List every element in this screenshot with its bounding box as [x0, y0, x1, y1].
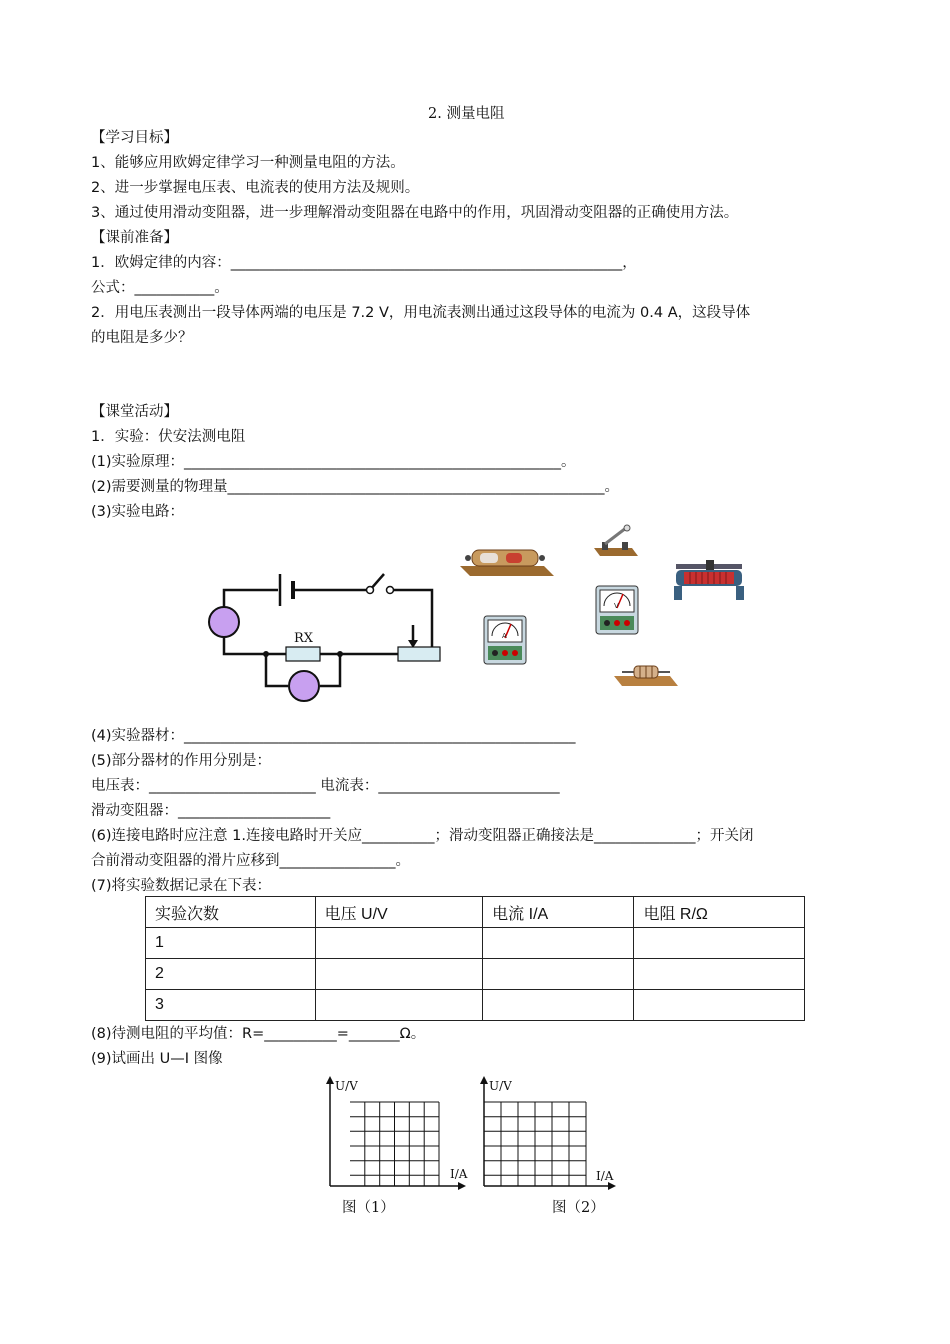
activity-heading: 【课堂活动】: [91, 404, 178, 420]
graph-2-caption: 图（2）: [552, 1200, 605, 1216]
switch-contact: [367, 587, 374, 594]
table-header-cell: 电压 U/V: [315, 897, 483, 928]
x-axis-label: I/A: [596, 1169, 614, 1183]
resistor-label: RX: [294, 631, 314, 646]
average-line: (8)待测电阻的平均值：R=__________=_______Ω。: [91, 1026, 426, 1042]
data-table: [145, 896, 805, 1021]
prep-q1-line1: 1．欧姆定律的内容：______________________________________________________，: [91, 255, 637, 271]
rheostat-box: [398, 647, 440, 661]
voltmeter-circle: [289, 671, 319, 701]
y-axis-arrow: [480, 1076, 488, 1084]
principle-line: (1)实验原理：____________________________________________________。: [91, 454, 576, 470]
y-axis-label: U/V: [335, 1079, 358, 1093]
table-header-cell: 电流 I/A: [483, 897, 634, 928]
circuit-wire: [224, 590, 278, 608]
switch-contact: [387, 587, 394, 594]
table-cell[interactable]: [483, 990, 634, 1021]
battery-box-image: [458, 544, 558, 580]
record-line: (7)将实验数据记录在下表：: [91, 878, 272, 894]
table-row: [146, 990, 805, 1021]
junction-dot: [337, 651, 343, 657]
table-cell[interactable]: [634, 928, 805, 959]
table-header-row: [146, 897, 805, 928]
circuit-label-line: (3)实验电路：: [91, 504, 185, 520]
graph-grid: [350, 1102, 439, 1186]
prep-q1-line2: 公式：___________。: [91, 280, 229, 296]
x-axis-arrow: [608, 1182, 616, 1190]
prep-heading: 【课前准备】: [91, 230, 178, 246]
quantities-line: (2)需要测量的物理量____________________________________________________。: [91, 479, 620, 495]
graph-1-caption: 图（1）: [342, 1200, 395, 1216]
table-cell[interactable]: [315, 928, 483, 959]
table-row: [146, 928, 805, 959]
notes-line1: (6)连接电路时应注意 1.连接电路时开关应__________；滑动变阻器正确接法是______________；开关闭: [91, 828, 754, 844]
graph-grid: [484, 1102, 586, 1186]
equipment-line: (4)实验器材：______________________________________________________: [91, 728, 576, 744]
table-cell: 2: [146, 959, 316, 990]
notes-line2: 合前滑动变阻器的滑片应移到________________。: [91, 853, 410, 869]
voltmeter-letter: V: [614, 602, 619, 610]
switch-image: [592, 524, 642, 560]
rheostat-role-line: 滑动变阻器：_____________________: [91, 803, 331, 819]
table-cell: 3: [146, 990, 316, 1021]
voltmeter-image: [594, 584, 640, 636]
roles-line: (5)部分器材的作用分别是：: [91, 753, 272, 769]
y-axis-arrow: [326, 1076, 334, 1084]
table-cell[interactable]: [634, 990, 805, 1021]
table-cell[interactable]: [315, 990, 483, 1021]
experiment-title: 1．实验：伏安法测电阻: [91, 429, 246, 445]
table-cell: 1: [146, 928, 316, 959]
ammeter-letter: A: [502, 632, 507, 640]
x-axis-arrow: [458, 1182, 466, 1190]
table-cell[interactable]: [483, 959, 634, 990]
table-header-cell: 电阻 R/Ω: [634, 897, 805, 928]
goals-heading: 【学习目标】: [91, 130, 178, 146]
circuit-wire: [320, 654, 340, 686]
circuit-wire: [390, 590, 432, 648]
x-axis-label: I/A: [450, 1167, 468, 1181]
graph-1: [322, 1074, 472, 1189]
circuit-wire: [266, 654, 288, 686]
resistor-rx: [286, 647, 320, 661]
table-cell[interactable]: [634, 959, 805, 990]
graph-2: [476, 1074, 626, 1189]
ammeter-image: [482, 614, 528, 666]
circuit-wire: [224, 636, 286, 654]
circuit-diagram: [208, 570, 448, 700]
page-title: 2. 测量电阻: [428, 106, 505, 122]
table-row: [146, 959, 805, 990]
goal-item: 2、进一步掌握电压表、电流表的使用方法及规则。: [91, 180, 420, 196]
rheostat-image: [670, 560, 750, 602]
meter-roles-line: 电压表：_______________________ 电流表：_________________________: [91, 778, 560, 794]
goal-item: 3、通过使用滑动变阻器，进一步理解滑动变阻器在电路中的作用，巩固滑动变阻器的正确使用方法。: [91, 205, 739, 221]
table-cell[interactable]: [315, 959, 483, 990]
ammeter-circle: [209, 607, 239, 637]
junction-dot: [263, 651, 269, 657]
table-cell[interactable]: [483, 928, 634, 959]
table-header-cell: 实验次数: [146, 897, 316, 928]
y-axis-label: U/V: [489, 1079, 512, 1093]
prep-q2-line1: 2．用电压表测出一段导体两端的电压是 7.2 V，用电流表测出通过这段导体的电流为 0.4 A，这段导体: [91, 305, 751, 321]
resistor-image: [612, 662, 682, 688]
goal-item: 1、能够应用欧姆定律学习一种测量电阻的方法。: [91, 155, 405, 171]
graph-line: (9)试画出 U—I 图像: [91, 1051, 223, 1067]
prep-q2-line2: 的电阻是多少？: [91, 330, 193, 346]
